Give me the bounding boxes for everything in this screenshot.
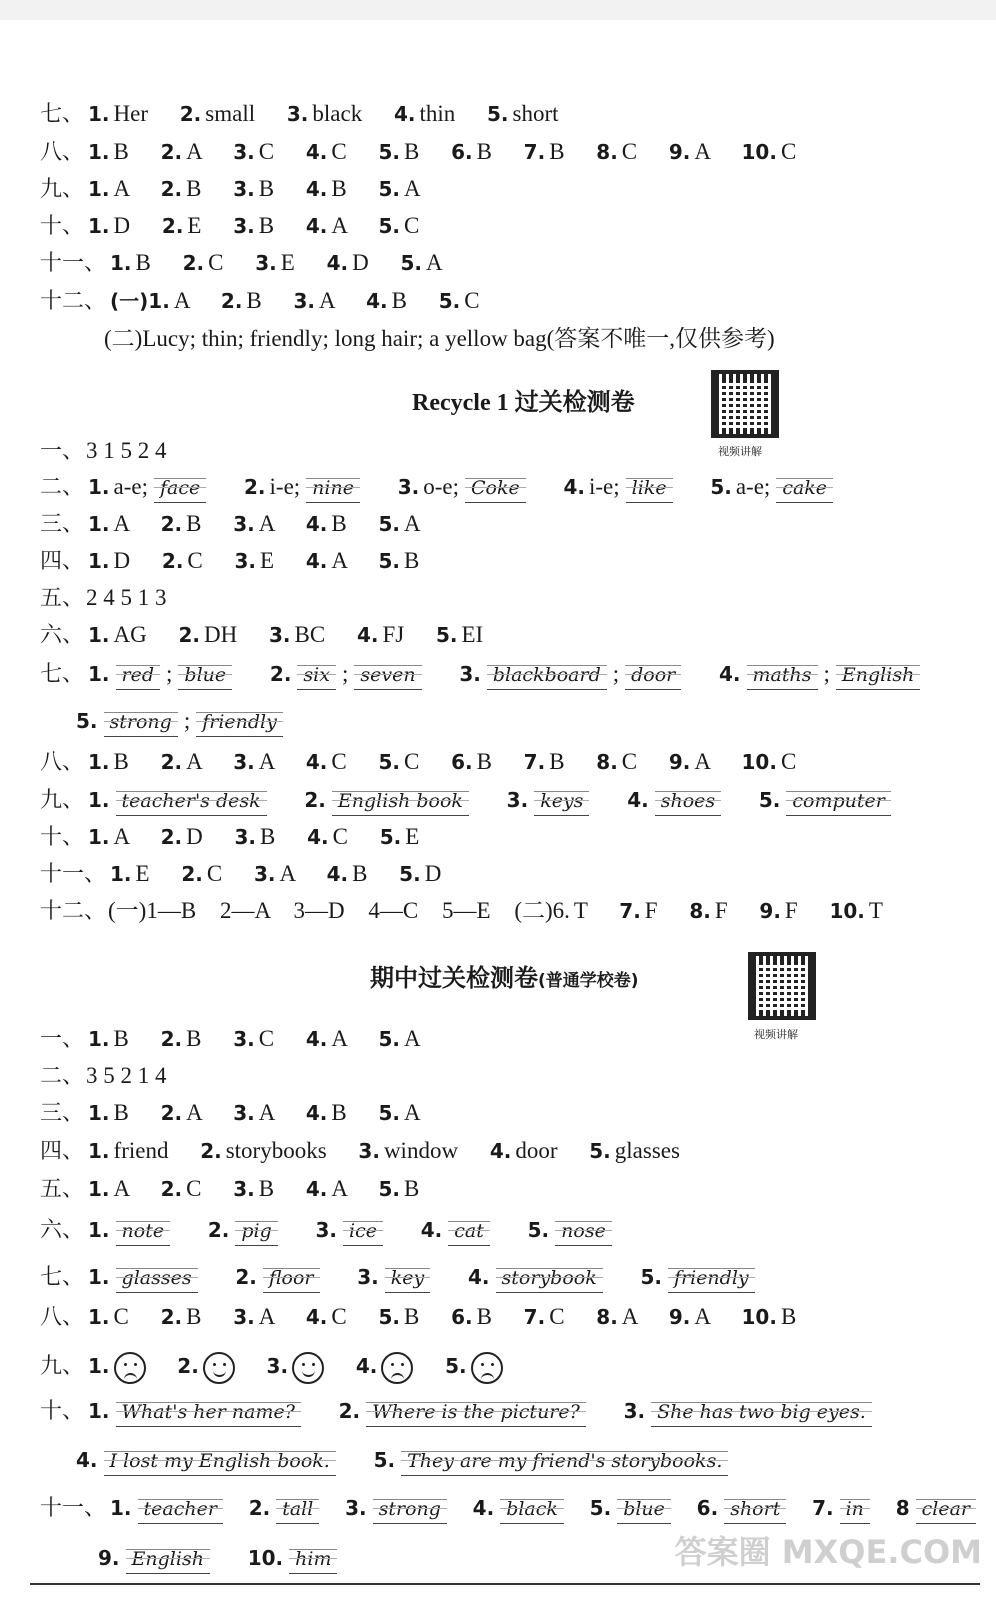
answer-line: 十、 1. D 2. E 3. B 4. A 5. C — [40, 213, 420, 239]
happy-face-icon — [203, 1352, 235, 1384]
qr-code-icon[interactable] — [711, 370, 779, 438]
answer-line: 十、 1. What's her name? 2. Where is the picture? 3. She has two big eyes. — [40, 1397, 878, 1427]
answer-line: 二、 1. a-e; face 2. i-e; nine 3. o-e; Coke 4. i-e; like 5. a-e; cake — [40, 473, 839, 503]
section-subtitle: (普通学校卷) — [538, 971, 639, 991]
sad-face-icon — [381, 1352, 413, 1384]
answer-line: 4. I lost my English book. 5. They are my friend's storybooks. — [74, 1446, 734, 1476]
answer-line: 八、 1. B 2. A 3. A 4. C 5. C 6. B 7. B 8. C 9. A 10. C — [40, 749, 797, 775]
answer-line: 三、 1. A 2. B 3. A 4. B 5. A — [40, 511, 421, 537]
answer-line: 五、 1. A 2. C 3. B 4. A 5. B — [40, 1176, 420, 1202]
sad-face-icon — [114, 1352, 146, 1384]
answer-line: 十一、 1. E 2. C 3. A 4. B 5. D — [40, 861, 442, 887]
answer-line: 一、3 1 5 2 4 — [40, 438, 167, 464]
answer-line: 一、 1. B 2. B 3. C 4. A 5. A — [40, 1026, 421, 1052]
answer-line: 十一、 1. teacher 2. tall 3. strong 4. black 5. blue 6. short 7. in 8 clear — [40, 1494, 982, 1524]
answer-line: 八、 1. B 2. A 3. C 4. C 5. B 6. B 7. B 8. C 9. A 10. C — [40, 139, 797, 165]
answer-line: 二、3 5 2 1 4 — [40, 1063, 167, 1089]
section-title: Recycle 1 过关检测卷 — [412, 390, 635, 416]
answer-line: 十二、(一)1—B 2—A 3—D 4—C 5—E (二)6. T 7. F 8. F 9. F 10. T — [40, 898, 883, 924]
answer-line: 三、 1. B 2. A 3. A 4. B 5. A — [40, 1100, 421, 1126]
qr-caption: 视频讲解 — [754, 1028, 798, 1041]
answer-line: 四、 1. friend 2. storybooks 3. window 4. door 5. glasses — [40, 1138, 680, 1164]
answer-line: 十一、 1. B 2. C 3. E 4. D 5. A — [40, 250, 443, 276]
section-title: 期中过关检测卷(普通学校卷) — [370, 966, 639, 992]
top-margin — [0, 0, 996, 20]
sad-face-icon — [471, 1352, 503, 1384]
answer-line: 九、 1. A 2. B 3. B 4. B 5. A — [40, 176, 421, 202]
answer-line: 六、 1. note 2. pig 3. ice 4. cat 5. nose — [40, 1216, 618, 1246]
qr-caption: 视频讲解 — [718, 445, 762, 458]
answer-line: 5. strong ; friendly — [74, 707, 289, 737]
watermark-logo: 答案圈 MXQE.COM — [674, 1533, 982, 1571]
answer-line: 九、 1. 2. 3. 4. 5. — [40, 1348, 503, 1385]
answer-line: 八、 1. C 2. B 3. A 4. C 5. B 6. B 7. C 8. A 9. A 10. B — [40, 1304, 797, 1330]
answer-line: 十二、 (一)1. A 2. B 3. A 4. B 5. C — [40, 288, 480, 314]
answer-line: 五、2 4 5 1 3 — [40, 585, 167, 611]
answer-line: 七、 1. red ; blue 2. six ; seven 3. blackboard ; door 4. maths ; English — [40, 660, 926, 690]
answer-line: 九、 1. teacher's desk 2. English book 3. keys 4. shoes 5. computer — [40, 786, 897, 816]
answer-line: 四、 1. D 2. C 3. E 4. A 5. B — [40, 548, 420, 574]
answer-line: 六、 1. AG 2. DH 3. BC 4. FJ 5. EI — [40, 622, 484, 648]
qr-code-icon[interactable] — [748, 952, 816, 1020]
happy-face-icon — [292, 1352, 324, 1384]
answer-line: 十、 1. A 2. D 3. B 4. C 5. E — [40, 824, 420, 850]
page-divider — [30, 1583, 980, 1585]
answer-line: (二)Lucy; thin; friendly; long hair; a yellow bag(答案不唯一,仅供参考) — [104, 326, 775, 351]
answer-line: 七、 1. Her 2. small 3. black 4. thin 5. short — [40, 101, 559, 127]
answer-line: 七、 1. glasses 2. floor 3. key 4. storybook 5. friendly — [40, 1263, 761, 1293]
answer-line: 9. English 10. him — [96, 1544, 343, 1574]
